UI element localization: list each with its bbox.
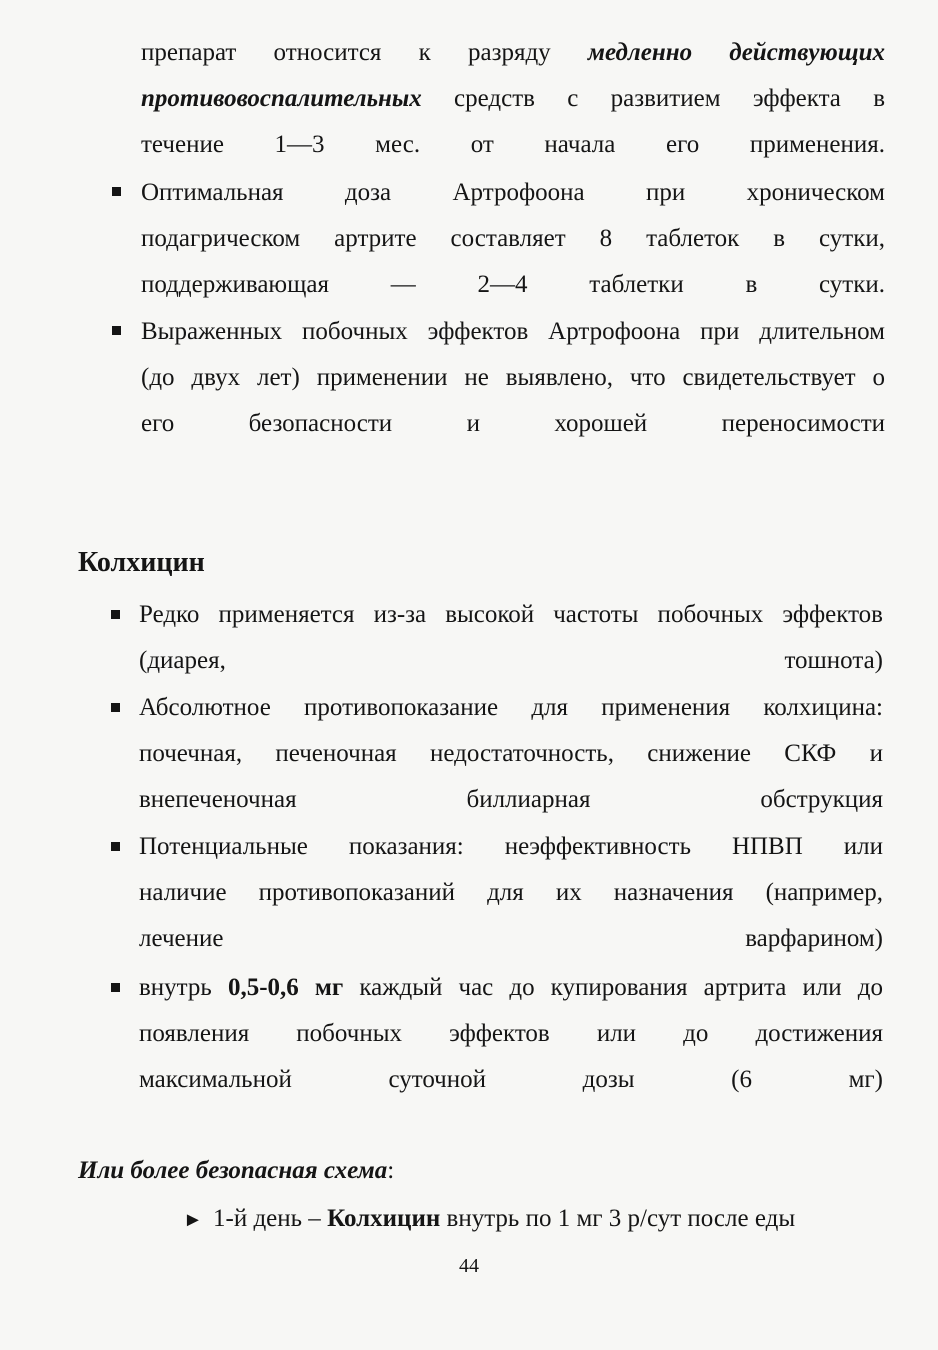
safer-scheme-title-text: Или более безопасная схема: [78, 1157, 388, 1184]
list-item-line: максимальной суточной дозы (6 мг): [139, 1066, 883, 1093]
emphasis-slow-acting: медленно действующих: [587, 39, 885, 66]
list-item-optimal-dose: [141, 170, 885, 308]
list-item-line: (диарея, тошнота): [139, 647, 883, 674]
list-item-line: (до двух лет) применении не выявлено, что свидетельствует о: [141, 364, 885, 391]
scheme-drug-name: Колхицин: [327, 1205, 441, 1232]
list-item-rarely-used: [139, 592, 883, 684]
bullet-marker: [112, 326, 121, 335]
arrow-right-icon: ►: [183, 1209, 203, 1231]
dosage-suffix: каждый час до купирования артрита или до: [359, 974, 884, 1001]
list-item-line: Потенциальные показания: неэффективность НПВП или: [139, 833, 883, 860]
list-item-line: его безопасности и хорошей переносимости: [141, 410, 885, 437]
bullet-marker: [112, 187, 121, 196]
list-item-line: подагрическом артрите составляет 8 таблеток в сутки,: [141, 225, 885, 252]
continuation-line-2: [141, 76, 885, 122]
list-item-line: появления побочных эффектов или до достижения: [139, 1020, 883, 1047]
continuation-paragraph: [141, 30, 885, 168]
continuation-line-3: течение 1—3 мес. от начала его применения.: [141, 131, 885, 158]
list-item-indications: [139, 824, 883, 962]
list-item-line: внепеченочная биллиарная обструкция: [139, 786, 883, 813]
list-item-line: поддерживающая — 2—4 таблетки в сутки.: [141, 271, 885, 298]
bullet-marker: [111, 983, 120, 992]
safer-scheme-title: [78, 1157, 394, 1185]
list-item-line: [139, 965, 883, 1011]
list-item-line: наличие противопоказаний для их назначения (например,: [139, 879, 883, 906]
dosage-amount: 0,5-0,6 мг: [227, 974, 344, 1001]
list-item-line: почечная, печеночная недостаточность, снижение СКФ и: [139, 740, 883, 767]
dosage-prefix: внутрь: [139, 974, 212, 1001]
scheme-dosage-text: внутрь по 1 мг 3 р/сут после еды: [446, 1205, 796, 1232]
list-item-line: лечение варфарином): [139, 925, 883, 952]
list-item-line: Оптимальная доза Артрофоона при хроническом: [141, 179, 885, 206]
list-item-side-effects: [141, 309, 885, 447]
safer-scheme-colon: :: [387, 1157, 395, 1184]
list-item-dosage: [139, 965, 883, 1103]
bullet-marker: [111, 703, 120, 712]
list-item-line: Выраженных побочных эффектов Артрофоона при длительном: [141, 318, 885, 345]
bullet-marker: [111, 842, 120, 851]
list-item-line: Редко применяется из-за высокой частоты побочных эффектов: [139, 601, 883, 628]
scheme-day-label: 1-й день –: [213, 1205, 321, 1232]
scheme-day-1: [213, 1205, 795, 1233]
page-number: 44: [459, 1255, 479, 1277]
section-title: Колхицин: [78, 547, 205, 578]
continuation-line-1-text: препарат относится к разряду: [141, 39, 551, 66]
emphasis-anti-inflammatory: противовоспалительных: [141, 85, 422, 112]
bullet-marker: [111, 610, 120, 619]
continuation-line-1: [141, 30, 885, 76]
list-item-line: Абсолютное противопоказание для применения колхицина:: [139, 694, 883, 721]
list-item-contraindication: [139, 685, 883, 823]
continuation-line-2-text: средств с развитием эффекта в: [454, 85, 885, 112]
